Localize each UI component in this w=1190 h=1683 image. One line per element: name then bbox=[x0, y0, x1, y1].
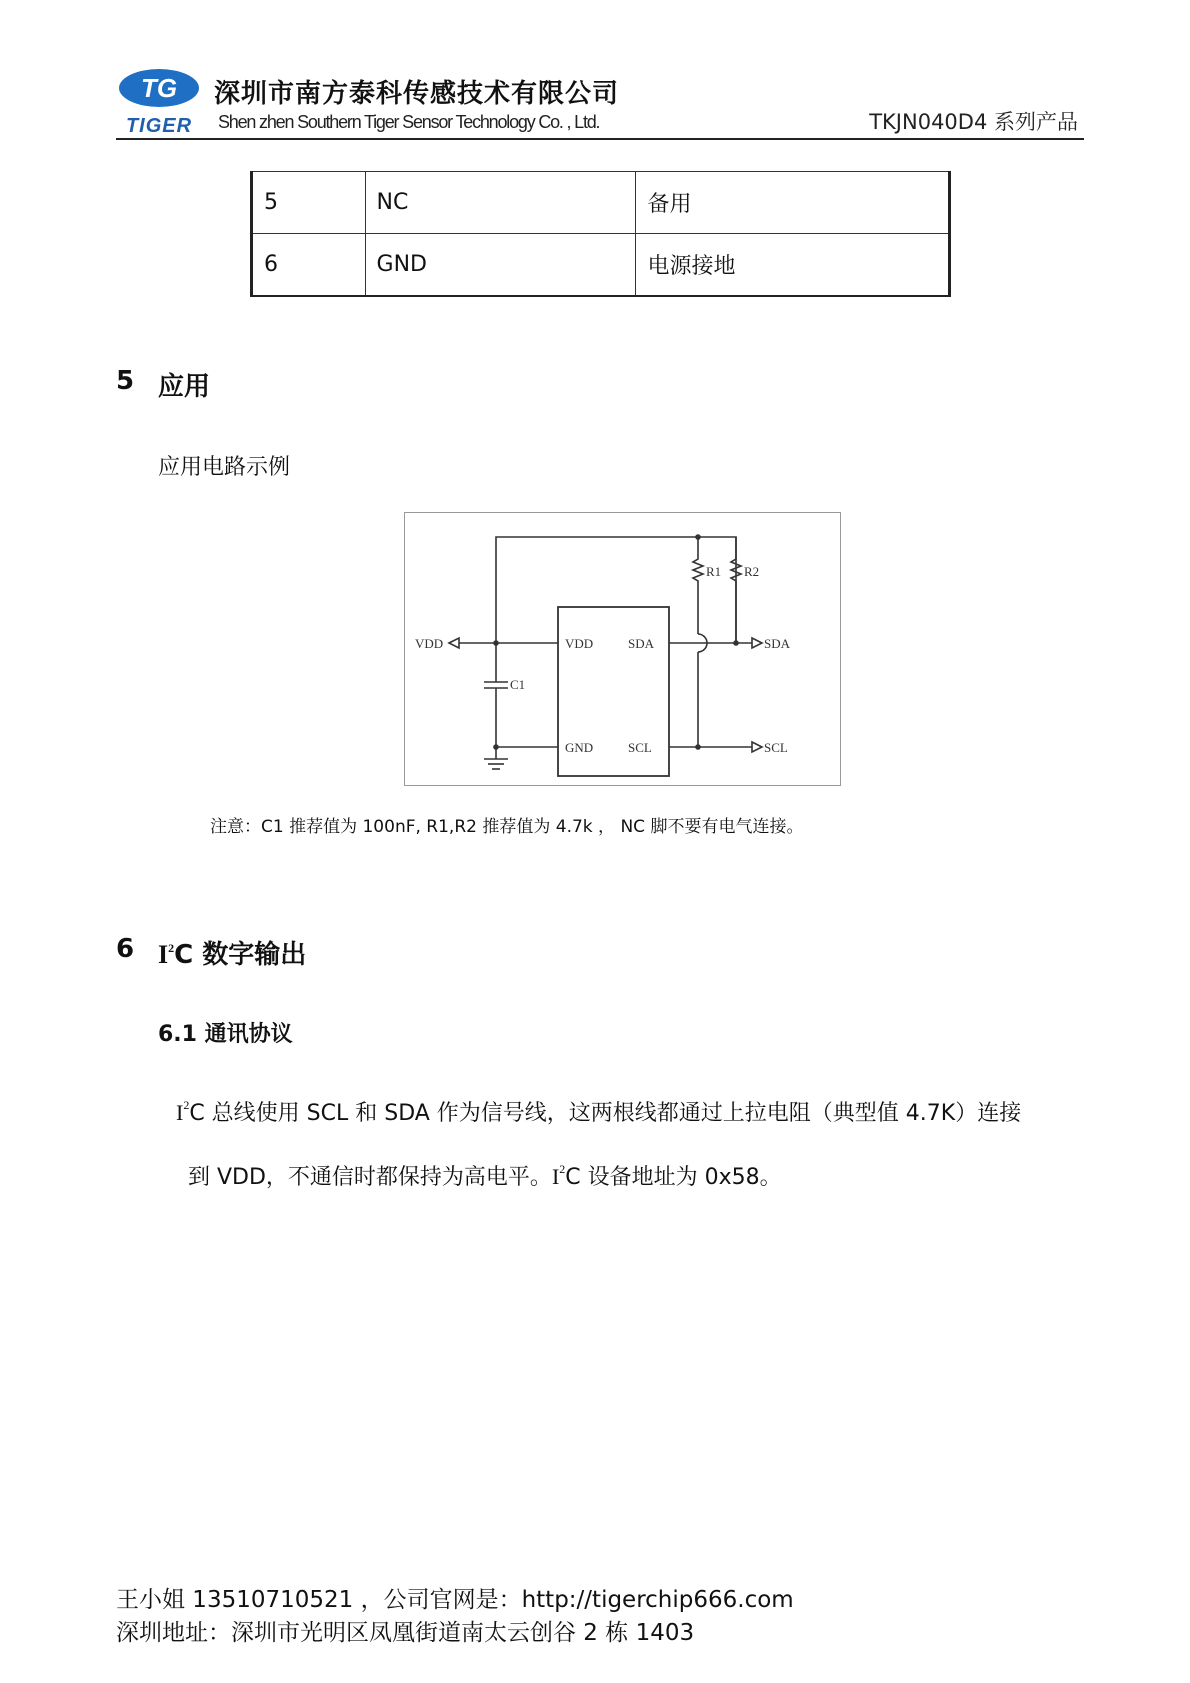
sda-port-label: SDA bbox=[764, 636, 791, 651]
para-i-letter: I bbox=[551, 1164, 560, 1189]
r2-resistor bbox=[731, 537, 741, 643]
scl-arrow-icon bbox=[752, 742, 762, 752]
table-row bbox=[252, 172, 950, 234]
title-i-letter: I bbox=[158, 940, 169, 969]
title-superscript: 2 bbox=[168, 941, 175, 955]
company-name-en: Shen zhen Southern Tiger Sensor Technology Co. , Ltd. bbox=[218, 112, 600, 132]
vdd-arrow-icon bbox=[449, 638, 459, 648]
protocol-paragraph-line1 bbox=[176, 1096, 1021, 1127]
circuit-note: 注意：C1 推荐值为 100nF, R1,R2 推荐值为 4.7k ， NC 脚不要有电气连接。 bbox=[210, 817, 804, 837]
vdd-top-rail bbox=[496, 537, 736, 644]
application-circuit-diagram bbox=[404, 512, 841, 786]
section-5-number: 5 bbox=[116, 366, 135, 396]
subsection-number: 6.1 bbox=[158, 1022, 197, 1047]
chip-vdd-label: VDD bbox=[565, 636, 594, 651]
pin-table bbox=[250, 171, 951, 297]
pin-number-cell: 5 bbox=[252, 172, 366, 234]
sda-arrow-icon bbox=[752, 638, 762, 648]
section-6-number: 6 bbox=[116, 934, 135, 964]
gnd-junction bbox=[493, 744, 499, 750]
pin-desc-cell: 备用 bbox=[636, 172, 950, 234]
para-line2-text: C 设备地址为 0x58。 bbox=[565, 1165, 782, 1190]
r1-label: R1 bbox=[706, 564, 722, 579]
pin-name-cell: NC bbox=[365, 172, 636, 234]
section-6-title bbox=[158, 934, 306, 971]
para-line1-text: C 总线使用 SCL 和 SDA 作为信号线，这两根线都通过上拉电阻（典型值 4.7K）连接 bbox=[189, 1101, 1022, 1126]
pin-desc-cell: 电源接地 bbox=[636, 234, 950, 296]
logo-mark-text: TG bbox=[140, 73, 178, 103]
subsection-6-1-heading bbox=[158, 1017, 293, 1048]
footer-contact: 王小姐 13510710521 ，公司官网是：http://tigerchip666.com bbox=[116, 1587, 794, 1613]
footer-address: 深圳地址：深圳市光明区凤凰街道南太云创谷 2 栋 1403 bbox=[116, 1620, 695, 1646]
para-superscript: 2 bbox=[559, 1162, 566, 1176]
r1-resistor bbox=[693, 537, 703, 634]
sda-junction bbox=[733, 640, 739, 646]
chip-gnd-label: GND bbox=[565, 740, 594, 755]
section-5-title: 应用 bbox=[158, 372, 211, 402]
pin-name-cell: GND bbox=[365, 234, 636, 296]
para-line2-pre: 到 VDD，不通信时都保持为高电平。 bbox=[188, 1165, 552, 1190]
vdd-port-label: VDD bbox=[415, 636, 444, 651]
subsection-title: 通讯协议 bbox=[204, 1022, 293, 1047]
company-logo bbox=[118, 66, 200, 138]
chip-scl-label: SCL bbox=[628, 740, 652, 755]
pin-number-cell: 6 bbox=[252, 234, 366, 296]
company-name-cn: 深圳市南方泰科传感技术有限公司 bbox=[214, 79, 620, 109]
chip-sda-label: SDA bbox=[628, 636, 655, 651]
c1-label: C1 bbox=[510, 677, 526, 692]
header-divider bbox=[116, 138, 1084, 140]
logo-word-text: TIGER bbox=[125, 115, 193, 137]
scl-junction bbox=[695, 744, 701, 750]
r2-label: R2 bbox=[744, 564, 760, 579]
table-row bbox=[252, 234, 950, 296]
protocol-paragraph-line2 bbox=[188, 1160, 782, 1191]
para-superscript: 2 bbox=[183, 1098, 190, 1112]
para-i-letter: I bbox=[176, 1100, 184, 1125]
title-rest: C 数字输出 bbox=[174, 940, 307, 970]
application-subtitle: 应用电路示例 bbox=[158, 455, 291, 480]
scl-port-label: SCL bbox=[764, 740, 788, 755]
product-series: TKJN040D4 系列产品 bbox=[869, 110, 1078, 134]
